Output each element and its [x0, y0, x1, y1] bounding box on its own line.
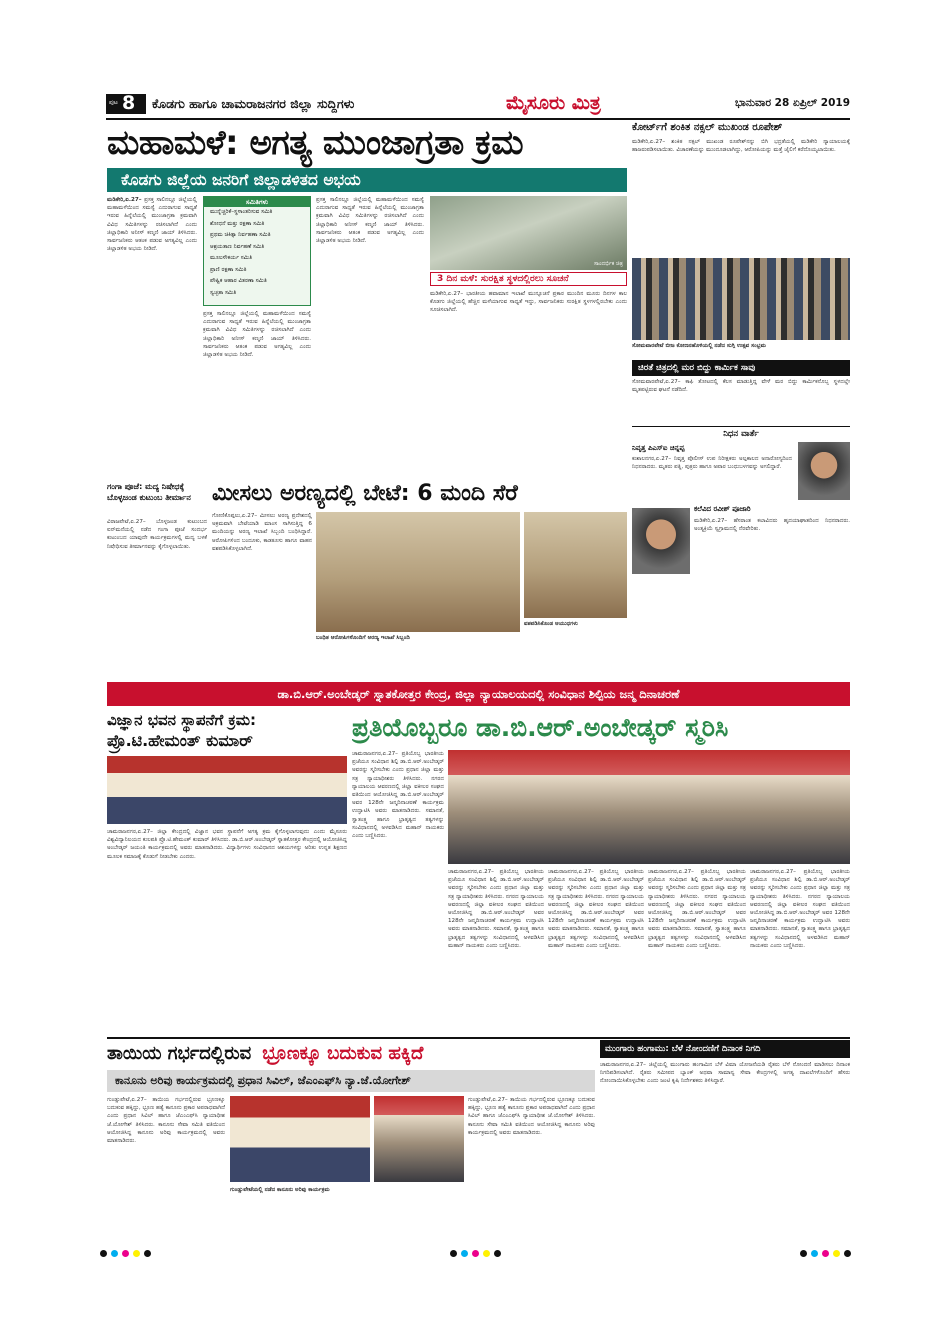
obit2-name: ಕಲೆವಿದ ರವೀಶ್ ಪೂಜಾರಿ	[694, 505, 751, 513]
side-body	[430, 290, 627, 478]
committee-item: ಪೌಷ್ಟಿಕ ಆಹಾರ ವಿತರಣಾ ಸಮಿತಿ	[210, 278, 267, 284]
side-headline-box	[430, 272, 627, 286]
science-photo	[107, 756, 347, 824]
crop-headline-band	[600, 1040, 850, 1058]
ganga-body-text: ವಿರಾಜಪೇಟೆ,ಏ.27– ಬೊಳ್ಳಜಂಡ ಕುಟುಂಬದ ಐನ್‌ಮನೆಯಲ್ಲಿ ನಡೆದ ಗಂಗಾ ಪೂಜೆ ಸಂದರ್ಭ ಕುಟುಂಬದ ಯಾವುದೇ ಕಾರ್ಯಕ್ರಮಗಳಲ್ಲಿ ಮದ್ಯ ಬಳಕೆ ನಿಷೇಧಿಸುವ ತೀರ್ಮಾನವನ್ನು ಕೈಗೊಳ್ಳಲಾಯಿತು.	[107, 519, 207, 550]
ambedkar-body-text: ಚಾಮರಾಜನಗರ,ಏ.27– ಪ್ರತಿಯೊಬ್ಬ ಭಾರತೀಯ ಪ್ರಜೆಯೂ ಸಂವಿಧಾನ ಶಿಲ್ಪಿ ಡಾ.ಬಿ.ಆರ್.ಅಂಬೇಡ್ಕರ್ ಅವರನ್ನು ಸ್ಮರಿಸಬೇಕು ಎಂದು ಪ್ರಧಾನ ಜಿಲ್ಲಾ ಮತ್ತು ಸತ್ರ ನ್ಯಾಯಾಧೀಶರು ತಿಳಿಸಿದರು. ನಗರದ ನ್ಯಾಯಾಲಯ ಆವರಣದಲ್ಲಿ ಜಿಲ್ಲಾ ವಕೀಲರ ಸಂಘದ ವತಿಯಿಂದ ಆಯೋಜಿಸಿದ್ದ ಡಾ.ಬಿ.ಆರ್.ಅಂಬೇಡ್ಕರ್ ಅವರ 128ನೇ ಜನ್ಮದಿನಾಚರಣೆ ಕಾರ್ಯಕ್ರಮ ಉದ್ಘಾಟಿಸಿ ಅವರು ಮಾತನಾಡಿದರು. ಸಮಾನತೆ, ಸ್ವಾತಂತ್ರ್ಯ ಹಾಗೂ ಭ್ರಾತೃತ್ವದ ತತ್ವಗಳನ್ನು ಸಂವಿಧಾನದಲ್ಲಿ ಅಳವಡಿಸಿದ ಮಹಾನ್ ನಾಯಕರು ಎಂದು ಬಣ್ಣಿಸಿದರು.	[750, 869, 850, 949]
registration-marks-left	[100, 1250, 151, 1257]
photo-credit: ಸಾಂದರ್ಭಿಕ ಚಿತ್ರ	[594, 261, 623, 267]
hunting-photo-caption: ಬಂಧಿತ ಆರೋಪಿಗಳೊಂದಿಗೆ ಅರಣ್ಯ ಇಲಾಖೆ ಸಿಬ್ಬಂದಿ	[316, 635, 410, 641]
side-headline: 3 ದಿನ ಮಳೆ: ಸುರಕ್ಷಿತ ಸ್ಥಳದಲ್ಲಿರಲು ಸೂಚನೆ	[437, 274, 569, 284]
lead-subhead: ಕೊಡಗು ಜಿಲ್ಲೆಯ ಜನರಿಗೆ ಜಿಲ್ಲಾಡಳಿತದ ಅಭಯ	[121, 171, 361, 189]
ambedkar-banner-text: ಡಾ.ಬಿ.ಆರ್.ಅಂಬೇಡ್ಕರ್ ಸ್ನಾತಕೋತ್ತರ ಕೇಂದ್ರ, ಜಿಲ್ಲಾ ನ್ಯಾಯಾಲಯದಲ್ಲಿ ಸಂವಿಧಾನ ಶಿಲ್ಪಿಯ ಜನ್ಮ ದಿನಾಚರಣೆ	[277, 687, 680, 701]
ganga-body	[107, 518, 207, 676]
science-body	[107, 828, 347, 1034]
fetus-subhead-band	[107, 1070, 595, 1092]
science-headline-1: ವಿಜ್ಞಾನ ಭವನ ಸ್ಥಾಪನೆಗೆ ಕ್ರಮ:	[107, 711, 257, 729]
fetus-subhead: ಕಾನೂನು ಅರಿವು ಕಾರ್ಯಕ್ರಮದಲ್ಲಿ ಪ್ರಧಾನ ಸಿವಿಲ್, ಜೆಎಂಎಫ್‌ಸಿ ನ್ಯಾ.ಜೆ.ಯೋಗೇಶ್	[115, 1074, 411, 1087]
accident-band	[632, 360, 850, 376]
ambedkar-body-col1	[352, 750, 444, 1034]
masthead	[106, 92, 850, 118]
hunting-headline: ಮೀಸಲು ಅರಣ್ಯದಲ್ಲಿ ಬೇಟೆ: 6 ಮಂದಿ ಸೆರೆ	[212, 481, 518, 506]
page-number-box	[106, 94, 146, 114]
committee-title: ಸಮಿತಿಗಳು	[204, 197, 310, 207]
science-body-text: ಚಾಮರಾಜನಗರ,ಏ.27– ಜಿಲ್ಲಾ ಕೇಂದ್ರದಲ್ಲಿ ವಿಜ್ಞಾನ ಭವನ ಸ್ಥಾಪನೆಗೆ ಅಗತ್ಯ ಕ್ರಮ ಕೈಗೊಳ್ಳಲಾಗುವುದು ಎಂದು ಮೈಸೂರು ವಿಶ್ವವಿದ್ಯಾನಿಲಯದ ಕುಲಪತಿ ಪ್ರೊ.ಟಿ.ಹೇಮಂತ್ ಕುಮಾರ್ ತಿಳಿಸಿದರು. ಡಾ.ಬಿ.ಆರ್.ಅಂಬೇಡ್ಕರ್ ಸ್ನಾತಕೋತ್ತರ ಕೇಂದ್ರದಲ್ಲಿ ಆಯೋಜಿಸಿದ್ದ ಅಂಬೇಡ್ಕರ್ ಜಯಂತಿ ಕಾರ್ಯಕ್ರಮದಲ್ಲಿ ಅವರು ಮಾತನಾಡಿದರು. ವಿದ್ಯಾರ್ಥಿಗಳು ಸಂವಿಧಾನದ ಆಶಯಗಳನ್ನು ಅರಿತು ಉನ್ನತ ಶಿಕ್ಷಣದ ಮೂಲಕ ಸಮಾಜಕ್ಕೆ ಕೊಡುಗೆ ನೀಡಬೇಕು ಎಂದರು.	[107, 829, 347, 860]
fetus-body-col2	[468, 1096, 595, 1246]
obit1-portrait	[798, 442, 850, 500]
crop-body	[600, 1061, 850, 1246]
paper-name: ಮೈಸೂರು ಮಿತ್ರ	[506, 92, 601, 114]
fetus-photo-caption-text: ಗುಂಡ್ಲುಪೇಟೆಯಲ್ಲಿ ನಡೆದ ಕಾನೂನು ಅರಿವು ಕಾರ್ಯಕ್ರಮ	[230, 1187, 330, 1193]
right-top-headline: ಕೋರ್ಟ್‌ಗೆ ಶಂಕಿತ ನಕ್ಸಲ್ ಮುಖಂಡ ರೂಪೇಶ್	[632, 122, 783, 133]
fetus-body-text: ಗುಂಡ್ಲುಪೇಟೆ,ಏ.27– ತಾಯಿಯ ಗರ್ಭದಲ್ಲಿರುವ ಭ್ರೂಣಕ್ಕೂ ಬದುಕುವ ಹಕ್ಕಿದ್ದು, ಭ್ರೂಣ ಹತ್ಯೆ ಕಾನೂನು ಪ್ರಕಾರ ಅಪರಾಧವಾಗಿದೆ ಎಂದು ಪ್ರಧಾನ ಸಿವಿಲ್ ಹಾಗೂ ಜೆಎಂಎಫ್‌ಸಿ ನ್ಯಾಯಾಧೀಶ ಜೆ.ಯೋಗೇಶ್ ತಿಳಿಸಿದರು. ಕಾನೂನು ಸೇವಾ ಸಮಿತಿ ವತಿಯಿಂದ ಆಯೋಜಿಸಿದ್ದ ಕಾನೂನು ಅರಿವು ಕಾರ್ಯಕ್ರಮದಲ್ಲಿ ಅವರು ಮಾತನಾಡಿದರು.	[107, 1097, 225, 1145]
committee-item: ಪ್ರಥಮ ಚಿಕಿತ್ಸಾ ನಿರ್ವಹಣಾ ಸಮಿತಿ	[210, 232, 271, 238]
lead-body-col3	[316, 196, 424, 478]
fetus-headline-b: ಭ್ರೂಣಕ್ಕೂ ಬದುಕುವ ಹಕ್ಕಿದೆ	[262, 1043, 424, 1064]
right-top-body	[632, 138, 850, 256]
obit1-name: ನಿವೃತ್ತ ಪಿಎಸ್‌ಐ ಚಿನ್ನಪ್ಪ	[632, 444, 685, 452]
lead-body-continued: ಪ್ರಸಕ್ತ ಸಾಲಿನಲ್ಲೂ ಜಿಲ್ಲೆಯಲ್ಲಿ ಮಹಾಮಳೆಯಿಂದ ಸಮಸ್ಯೆ ಎದುರಾಗುವ ಸಾಧ್ಯತೆ ಇರುವ ಹಿನ್ನೆಲೆಯಲ್ಲಿ ಮುಂಜಾಗ್ರತಾ ಕ್ರಮವಾಗಿ ವಿವಿಧ ಸಮಿತಿಗಳನ್ನು ರಚಿಸಲಾಗಿದೆ ಎಂದು ಜಿಲ್ಲಾಧಿಕಾರಿ ಅನೀಸ್ ಕಣ್ಮಣಿ ಜಾಯ್ ತಿಳಿಸಿದರು. ಸಾರ್ವಜನಿಕರು ಆತಂಕ ಪಡುವ ಅಗತ್ಯವಿಲ್ಲ ಎಂದು ಜಿಲ್ಲಾಡಳಿತ ಅಭಯ ನೀಡಿದೆ.	[203, 311, 311, 359]
committee-item: ಶೋಧನೆ ಮತ್ತು ರಕ್ಷಣಾ ಸಮಿತಿ	[210, 220, 265, 227]
crop-body-text: ಚಾಮರಾಜನಗರ,ಏ.27– ಜಿಲ್ಲೆಯಲ್ಲಿ ಮುಂಗಾರು ಹಂಗಾಮಿನ ಬೆಳೆ ವಿಮಾ ಯೋಜನೆಯಡಿ ರೈತರು ಬೆಳೆ ನೋಂದಣಿ ಮಾಡಿಸಲು ದಿನಾಂಕ ನಿಗದಿಪಡಿಸಲಾಗಿದೆ. ರೈತರು ಸಮೀಪದ ಬ್ಯಾಂಕ್ ಅಥವಾ ಸಾಮಾನ್ಯ ಸೇವಾ ಕೇಂದ್ರಗಳಲ್ಲಿ ಅಗತ್ಯ ದಾಖಲೆಗಳೊಂದಿಗೆ ಹೆಸರು ನೋಂದಾಯಿಸಿಕೊಳ್ಳಬೇಕು ಎಂದು ಜಂಟಿ ಕೃಷಿ ನಿರ್ದೇಶಕರು ತಿಳಿಸಿದ್ದಾರೆ.	[600, 1062, 850, 1085]
fetus-photo-caption	[230, 1186, 464, 1246]
section-title: ಕೊಡಗು ಹಾಗೂ ಚಾಮರಾಜನಗರ ಜಿಲ್ಲಾ ಸುದ್ದಿಗಳು	[152, 96, 355, 111]
ambedkar-body-col2	[448, 868, 544, 1034]
obit2-body-text: ಮಡಿಕೇರಿ,ಏ.27– ಹೆಸರಾಂತ ಕಲಾವಿದರು ಹೃದಯಾಘಾತದಿಂದ ನಿಧನರಾದರು. ಅಂತ್ಯಕ್ರಿಯೆ ಸ್ವಗ್ರಾಮದಲ್ಲಿ ನೆರವೇರಿತು.	[694, 518, 850, 533]
page-label: ಪುಟ	[109, 99, 118, 106]
seized-caption-text: ವಶಪಡಿಸಿಕೊಂಡ ಆಯುಧಗಳು	[524, 621, 578, 627]
rain-photo	[430, 196, 627, 270]
ambedkar-banner	[107, 682, 850, 706]
committee-item: ಆಶ್ರಯತಾಣ ನಿರ್ವಹಣೆ ಸಮಿತಿ	[210, 243, 265, 250]
ambedkar-photo	[448, 750, 850, 864]
registration-marks-right	[800, 1250, 851, 1257]
committee-box	[203, 196, 311, 306]
lead-subhead-band	[107, 168, 627, 192]
ambedkar-headline: ಪ್ರತಿಯೊಬ್ಬರೂ ಡಾ.ಬಿ.ಆರ್.ಅಂಬೇಡ್ಕರ್ ಸ್ಮರಿಸಿ	[352, 713, 729, 742]
committee-item: ಪ್ರಾಣಿ ರಕ್ಷಣಾ ಸಮಿತಿ	[210, 266, 247, 273]
date-line: ಭಾನುವಾರ 28 ಏಪ್ರಿಲ್ 2019	[734, 97, 850, 109]
obit2-body	[694, 517, 850, 677]
lead-body: ಪ್ರಸಕ್ತ ಸಾಲಿನಲ್ಲೂ ಜಿಲ್ಲೆಯಲ್ಲಿ ಮಹಾಮಳೆಯಿಂದ ಸಮಸ್ಯೆ ಎದುರಾಗುವ ಸಾಧ್ಯತೆ ಇರುವ ಹಿನ್ನೆಲೆಯಲ್ಲಿ ಮುಂಜಾಗ್ರತಾ ಕ್ರಮವಾಗಿ ವಿವಿಧ ಸಮಿತಿಗಳನ್ನು ರಚಿಸಲಾಗಿದೆ ಎಂದು ಜಿಲ್ಲಾಧಿಕಾರಿ ಅನೀಸ್ ಕಣ್ಮಣಿ ಜಾಯ್ ತಿಳಿಸಿದರು. ಸಾರ್ವಜನಿಕರು ಆತಂಕ ಪಡುವ ಅಗತ್ಯವಿಲ್ಲ ಎಂದು ಜಿಲ್ಲಾಡಳಿತ ಅಭಯ ನೀಡಿದೆ.	[107, 197, 197, 253]
seized-caption	[524, 620, 627, 632]
seized-items-photo	[524, 512, 627, 618]
page-number: 8	[122, 92, 136, 114]
obit1-body-text: ಕುಶಾಲನಗರ,ಏ.27– ನಿವೃತ್ತ ಪೊಲೀಸ್ ಉಪ ನಿರೀಕ್ಷಕರು ಅಲ್ಪಕಾಲದ ಅನಾರೋಗ್ಯದಿಂದ ನಿಧನರಾದರು. ಮೃತರು ಪತ್ನಿ, ಪುತ್ರರು ಹಾಗೂ ಅಪಾರ ಬಂಧುಬಳಗವನ್ನು ಅಗಲಿದ್ದಾರೆ.	[632, 456, 792, 471]
lead-headline: ಮಹಾಮಳೆ: ಅಗತ್ಯ ಮುಂಜಾಗ್ರತಾ ಕ್ರಮ	[107, 123, 524, 163]
lead-body-continued: ಪ್ರಸಕ್ತ ಸಾಲಿನಲ್ಲೂ ಜಿಲ್ಲೆಯಲ್ಲಿ ಮಹಾಮಳೆಯಿಂದ ಸಮಸ್ಯೆ ಎದುರಾಗುವ ಸಾಧ್ಯತೆ ಇರುವ ಹಿನ್ನೆಲೆಯಲ್ಲಿ ಮುಂಜಾಗ್ರತಾ ಕ್ರಮವಾಗಿ ವಿವಿಧ ಸಮಿತಿಗಳನ್ನು ರಚಿಸಲಾಗಿದೆ ಎಂದು ಜಿಲ್ಲಾಧಿಕಾರಿ ಅನೀಸ್ ಕಣ್ಮಣಿ ಜಾಯ್ ತಿಳಿಸಿದರು. ಸಾರ್ವಜನಿಕರು ಆತಂಕ ಪಡುವ ಅಗತ್ಯವಿಲ್ಲ ಎಂದು ಜಿಲ್ಲಾಡಳಿತ ಅಭಯ ನೀಡಿದೆ.	[316, 197, 424, 245]
festival-caption-text: ಸೋಮವಾರಪೇಟೆ ಬೀಜ ಕೋಣನಹೊಳಿಯಲ್ಲಿ ನಡೆದ ಸುಗ್ಗಿ ಉತ್ಸವ ಸಂಭ್ರಮ	[632, 343, 767, 349]
committee-item: ಸ್ವಚ್ಛತಾ ಸಮಿತಿ	[210, 289, 237, 296]
accident-body-text: ಸೋಮವಾರಪೇಟೆ,ಏ.27– ಕಾಫಿ ತೋಟದಲ್ಲಿ ಕೆಲಸ ಮಾಡುತ್ತಿದ್ದ ವೇಳೆ ಮರ ಬಿದ್ದು ಕಾರ್ಮಿಕನೊಬ್ಬ ಸ್ಥಳದಲ್ಲೇ ಮೃತಪಟ್ಟಿರುವ ಘಟನೆ ನಡೆದಿದೆ.	[632, 379, 850, 394]
section-divider	[107, 1037, 850, 1039]
festival-photo	[632, 258, 850, 340]
lead-dateline: ಮಡಿಕೇರಿ,ಏ.27–	[107, 197, 142, 203]
ambedkar-body-text: ಚಾಮರಾಜನಗರ,ಏ.27– ಪ್ರತಿಯೊಬ್ಬ ಭಾರತೀಯ ಪ್ರಜೆಯೂ ಸಂವಿಧಾನ ಶಿಲ್ಪಿ ಡಾ.ಬಿ.ಆರ್.ಅಂಬೇಡ್ಕರ್ ಅವರನ್ನು ಸ್ಮರಿಸಬೇಕು ಎಂದು ಪ್ರಧಾನ ಜಿಲ್ಲಾ ಮತ್ತು ಸತ್ರ ನ್ಯಾಯಾಧೀಶರು ತಿಳಿಸಿದರು. ನಗರದ ನ್ಯಾಯಾಲಯ ಆವರಣದಲ್ಲಿ ಜಿಲ್ಲಾ ವಕೀಲರ ಸಂಘದ ವತಿಯಿಂದ ಆಯೋಜಿಸಿದ್ದ ಡಾ.ಬಿ.ಆರ್.ಅಂಬೇಡ್ಕರ್ ಅವರ 128ನೇ ಜನ್ಮದಿನಾಚರಣೆ ಕಾರ್ಯಕ್ರಮ ಉದ್ಘಾಟಿಸಿ ಅವರು ಮಾತನಾಡಿದರು. ಸಮಾನತೆ, ಸ್ವಾತಂತ್ರ್ಯ ಹಾಗೂ ಭ್ರಾತೃತ್ವದ ತತ್ವಗಳನ್ನು ಸಂವಿಧಾನದಲ್ಲಿ ಅಳವಡಿಸಿದ ಮಹಾನ್ ನಾಯಕರು ಎಂದು ಬಣ್ಣಿಸಿದರು.	[352, 751, 444, 840]
fetus-body-col1	[107, 1096, 225, 1246]
obit1-body	[632, 455, 792, 499]
festival-caption	[632, 342, 850, 358]
accident-headline: ಚಿರತೆ ಚಿತ್ರದಲ್ಲಿ ಮರ ಬಿದ್ದು ಕಾರ್ಮಿಕ ಸಾವು	[638, 363, 756, 373]
fetus-headline-a: ತಾಯಿಯ ಗರ್ಭದಲ್ಲಿರುವ	[107, 1043, 252, 1064]
lead-body-col2	[203, 310, 311, 478]
right-top-body-text: ಮಡಿಕೇರಿ,ಏ.27– ಶಂಕಿತ ನಕ್ಸಲ್ ಮುಖಂಡ ರೂಪೇಶ್‌ನನ್ನು ಬಿಗಿ ಭದ್ರತೆಯಲ್ಲಿ ಮಡಿಕೇರಿ ನ್ಯಾಯಾಲಯಕ್ಕೆ ಹಾಜರುಪಡಿಸಲಾಯಿತು. ವಿಚಾರಣೆಯನ್ನು ಮುಂದೂಡಲಾಗಿದ್ದು, ಆರೋಪಿಯನ್ನು ಮತ್ತೆ ಜೈಲಿಗೆ ಕರೆದೊಯ್ಯಲಾಯಿತು.	[632, 139, 850, 154]
ambedkar-body-text: ಚಾಮರಾಜನಗರ,ಏ.27– ಪ್ರತಿಯೊಬ್ಬ ಭಾರತೀಯ ಪ್ರಜೆಯೂ ಸಂವಿಧಾನ ಶಿಲ್ಪಿ ಡಾ.ಬಿ.ಆರ್.ಅಂಬೇಡ್ಕರ್ ಅವರನ್ನು ಸ್ಮರಿಸಬೇಕು ಎಂದು ಪ್ರಧಾನ ಜಿಲ್ಲಾ ಮತ್ತು ಸತ್ರ ನ್ಯಾಯಾಧೀಶರು ತಿಳಿಸಿದರು. ನಗರದ ನ್ಯಾಯಾಲಯ ಆವರಣದಲ್ಲಿ ಜಿಲ್ಲಾ ವಕೀಲರ ಸಂಘದ ವತಿಯಿಂದ ಆಯೋಜಿಸಿದ್ದ ಡಾ.ಬಿ.ಆರ್.ಅಂಬೇಡ್ಕರ್ ಅವರ 128ನೇ ಜನ್ಮದಿನಾಚರಣೆ ಕಾರ್ಯಕ್ರಮ ಉದ್ಘಾಟಿಸಿ ಅವರು ಮಾತನಾಡಿದರು. ಸಮಾನತೆ, ಸ್ವಾತಂತ್ರ್ಯ ಹಾಗೂ ಭ್ರಾತೃತ್ವದ ತತ್ವಗಳನ್ನು ಸಂವಿಧಾನದಲ್ಲಿ ಅಳವಡಿಸಿದ ಮಹಾನ್ ನಾಯಕರು ಎಂದು ಬಣ್ಣಿಸಿದರು.	[648, 869, 746, 949]
ambedkar-body-text: ಚಾಮರಾಜನಗರ,ಏ.27– ಪ್ರತಿಯೊಬ್ಬ ಭಾರತೀಯ ಪ್ರಜೆಯೂ ಸಂವಿಧಾನ ಶಿಲ್ಪಿ ಡಾ.ಬಿ.ಆರ್.ಅಂಬೇಡ್ಕರ್ ಅವರನ್ನು ಸ್ಮರಿಸಬೇಕು ಎಂದು ಪ್ರಧಾನ ಜಿಲ್ಲಾ ಮತ್ತು ಸತ್ರ ನ್ಯಾಯಾಧೀಶರು ತಿಳಿಸಿದರು. ನಗರದ ನ್ಯಾಯಾಲಯ ಆವರಣದಲ್ಲಿ ಜಿಲ್ಲಾ ವಕೀಲರ ಸಂಘದ ವತಿಯಿಂದ ಆಯೋಜಿಸಿದ್ದ ಡಾ.ಬಿ.ಆರ್.ಅಂಬೇಡ್ಕರ್ ಅವರ 128ನೇ ಜನ್ಮದಿನಾಚರಣೆ ಕಾರ್ಯಕ್ರಮ ಉದ್ಘಾಟಿಸಿ ಅವರು ಮಾತನಾಡಿದರು. ಸಮಾನತೆ, ಸ್ವಾತಂತ್ರ್ಯ ಹಾಗೂ ಭ್ರಾತೃತ್ವದ ತತ್ವಗಳನ್ನು ಸಂವಿಧಾನದಲ್ಲಿ ಅಳವಡಿಸಿದ ಮಹಾನ್ ನಾಯಕರು ಎಂದು ಬಣ್ಣಿಸಿದರು.	[548, 869, 644, 949]
registration-marks-center	[450, 1250, 501, 1257]
ambedkar-body-text: ಚಾಮರಾಜನಗರ,ಏ.27– ಪ್ರತಿಯೊಬ್ಬ ಭಾರತೀಯ ಪ್ರಜೆಯೂ ಸಂವಿಧಾನ ಶಿಲ್ಪಿ ಡಾ.ಬಿ.ಆರ್.ಅಂಬೇಡ್ಕರ್ ಅವರನ್ನು ಸ್ಮರಿಸಬೇಕು ಎಂದು ಪ್ರಧಾನ ಜಿಲ್ಲಾ ಮತ್ತು ಸತ್ರ ನ್ಯಾಯಾಧೀಶರು ತಿಳಿಸಿದರು. ನಗರದ ನ್ಯಾಯಾಲಯ ಆವರಣದಲ್ಲಿ ಜಿಲ್ಲಾ ವಕೀಲರ ಸಂಘದ ವತಿಯಿಂದ ಆಯೋಜಿಸಿದ್ದ ಡಾ.ಬಿ.ಆರ್.ಅಂಬೇಡ್ಕರ್ ಅವರ 128ನೇ ಜನ್ಮದಿನಾಚರಣೆ ಕಾರ್ಯಕ್ರಮ ಉದ್ಘಾಟಿಸಿ ಅವರು ಮಾತನಾಡಿದರು. ಸಮಾನತೆ, ಸ್ವಾತಂತ್ರ್ಯ ಹಾಗೂ ಭ್ರಾತೃತ್ವದ ತತ್ವಗಳನ್ನು ಸಂವಿಧಾನದಲ್ಲಿ ಅಳವಡಿಸಿದ ಮಹಾನ್ ನಾಯಕರು ಎಂದು ಬಣ್ಣಿಸಿದರು.	[448, 869, 544, 949]
obituary-section: ನಿಧನ ವಾರ್ತೆ	[632, 426, 850, 440]
ambedkar-body-col5	[750, 868, 850, 1034]
fetus-headline	[107, 1040, 595, 1068]
hunting-photo	[316, 512, 520, 632]
hunting-body	[212, 512, 312, 632]
hunting-body-bottom	[316, 634, 627, 676]
ganga-headline: ಗಂಗಾ ಪೂಜೆ: ಮದ್ಯ ನಿಷೇಧಕ್ಕೆ ಬೊಳ್ಳಜಂಡ ಕುಟುಂಬ ತೀರ್ಮಾನ	[107, 482, 191, 502]
obit2-portrait	[632, 508, 690, 574]
committee-item: ಮೂಲಸೌಕರ್ಯ ಸಮಿತಿ	[210, 255, 253, 261]
ambedkar-body-col4	[648, 868, 746, 1034]
legal-awareness-photo-1	[230, 1096, 370, 1182]
ambedkar-body-col3	[548, 868, 644, 1034]
fetus-body-text: ಗುಂಡ್ಲುಪೇಟೆ,ಏ.27– ತಾಯಿಯ ಗರ್ಭದಲ್ಲಿರುವ ಭ್ರೂಣಕ್ಕೂ ಬದುಕುವ ಹಕ್ಕಿದ್ದು, ಭ್ರೂಣ ಹತ್ಯೆ ಕಾನೂನು ಪ್ರಕಾರ ಅಪರಾಧವಾಗಿದೆ ಎಂದು ಪ್ರಧಾನ ಸಿವಿಲ್ ಹಾಗೂ ಜೆಎಂಎಫ್‌ಸಿ ನ್ಯಾಯಾಧೀಶ ಜೆ.ಯೋಗೇಶ್ ತಿಳಿಸಿದರು. ಕಾನೂನು ಸೇವಾ ಸಮಿತಿ ವತಿಯಿಂದ ಆಯೋಜಿಸಿದ್ದ ಕಾನೂನು ಅರಿವು ಕಾರ್ಯಕ್ರಮದಲ್ಲಿ ಅವರು ಮಾತನಾಡಿದರು.	[468, 1097, 595, 1136]
side-body-text: ಮಡಿಕೇರಿ,ಏ.27– ಭಾರತೀಯ ಹವಾಮಾನ ಇಲಾಖೆ ಮುನ್ಸೂಚನೆ ಪ್ರಕಾರ ಮುಂದಿನ ಮೂರು ದಿನಗಳ ಕಾಲ ಕೊಡಗು ಜಿಲ್ಲೆಯಲ್ಲಿ ಹೆಚ್ಚಿನ ಮಳೆಯಾಗುವ ಸಾಧ್ಯತೆ ಇದ್ದು, ಸಾರ್ವಜನಿಕರು ಸುರಕ್ಷಿತ ಸ್ಥಳಗಳಲ್ಲಿರಬೇಕು ಎಂದು ಸೂಚಿಸಲಾಗಿದೆ.	[430, 291, 627, 314]
committee-item: ಮುನ್ನೆಚ್ಚರಿಕೆ–ಸ್ಥಳಾಂತರಿಸುವ ಸಮಿತಿ	[210, 209, 273, 215]
legal-awareness-photo-2	[374, 1096, 464, 1182]
accident-body	[632, 378, 850, 424]
hunting-body-text: ಗೋಣಿಕೊಪ್ಪಲು,ಏ.27– ಮೀಸಲು ಅರಣ್ಯ ಪ್ರದೇಶದಲ್ಲಿ ಅಕ್ರಮವಾಗಿ ಬೇಟೆಯಾಡಿ ಮಾಂಸ ಸಾಗಿಸುತ್ತಿದ್ದ 6 ಮಂದಿಯನ್ನು ಅರಣ್ಯ ಇಲಾಖೆ ಸಿಬ್ಬಂದಿ ಬಂಧಿಸಿದ್ದಾರೆ. ಆರೋಪಿಗಳಿಂದ ಬಂದೂಕು, ಕಾಡತೂಸು ಹಾಗೂ ವಾಹನ ವಶಪಡಿಸಿಕೊಳ್ಳಲಾಗಿದೆ.	[212, 513, 312, 552]
crop-headline: ಮುಂಗಾರು ಹಂಗಾಮು: ಬೆಳೆ ನೋಂದಣಿಗೆ ದಿನಾಂಕ ನಿಗದಿ	[605, 1044, 761, 1054]
science-headline-2: ಪ್ರೊ.ಟಿ.ಹೇಮಂತ್ ಕುಮಾರ್	[107, 731, 253, 750]
lead-body-col1	[107, 196, 197, 478]
